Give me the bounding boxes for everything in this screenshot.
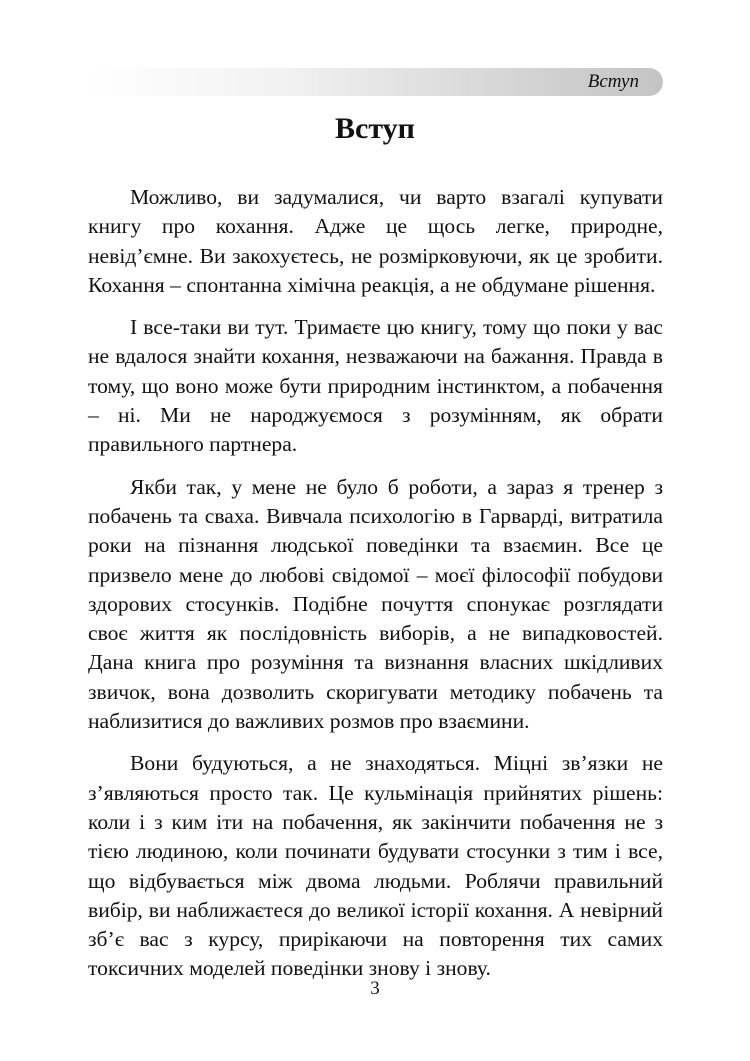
running-head: Вступ	[587, 71, 639, 92]
page-title: Вступ	[335, 112, 415, 145]
paragraph: І все-таки ви тут. Тримаєте цю книгу, тому що поки у вас не вдалося знайти кохання, незважаючи на бажання. Правда в тому, що воно може бути природним інстинктом, а побачення – ні. Ми не народжуємося з розумінням, як обрати правильного партнера.	[88, 315, 663, 457]
body-text	[88, 183, 663, 997]
paragraph: Можливо, ви задумалися, чи варто взагалі купувати книгу про кохання. Адже це щось легке, природне, невід’ємне. Ви закохуєтесь, не розмірковуючи, як це зробити. Кохання – спонтанна хімічна реакція, а не обдумане рішення.	[88, 185, 663, 297]
paragraph: Якби так, у мене не було б роботи, а зараз я тренер з побачень та сваха. Вивчала психологію в Гарварді, витратила роки на пізнання людської поведінки та взаємин. Все це призвело мене до любові свідомої – моєї філософії побудови здорових стосунків. Подібне почуття спонукає розглядати своє життя як послідовність виборів, а не випадковостей. Дана книга про розуміння та визнання власних шкідливих звичок, вона дозволить скоригувати методику побачень та наблизитися до важливих розмов про взаємини.	[88, 474, 663, 734]
page-number: 3	[370, 978, 380, 999]
running-head-band	[88, 68, 663, 96]
paragraph: Вони будуються, а не знаходяться. Міцні зв’язки не з’являються просто так. Це кульмінація прийнятих рішень: коли і з ким іти на побачення, як закінчити побачення не з тією людиною, коли починати будувати стосунки з тим і все, що відбувається між двома людьми. Роблячи правильний вибір, ви наближаєтеся до великої історії кохання. А невірний зб’є вас з курсу, прирікаючи на повторення тих самих токсичних моделей поведінки знову і знову.	[88, 751, 663, 981]
